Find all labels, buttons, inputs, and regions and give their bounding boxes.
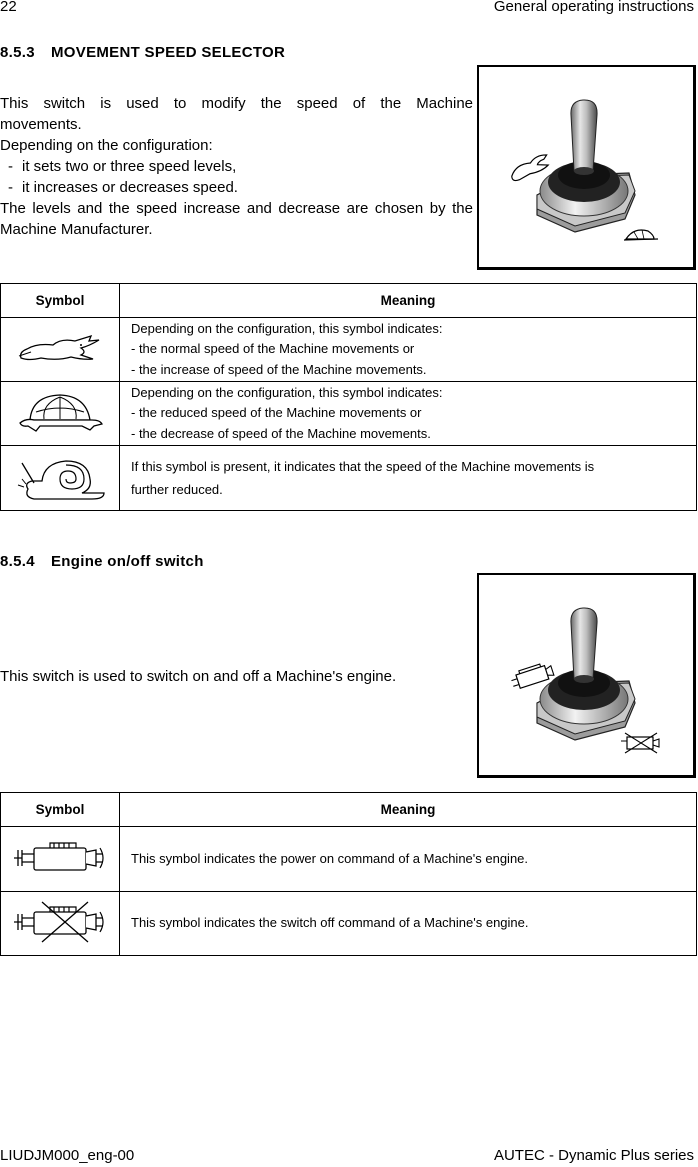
engine-on-icon	[12, 838, 108, 878]
footer-doc-code: LIUDJM000_eng-00	[0, 1147, 135, 1164]
table-row	[1, 446, 697, 511]
meaning-line: Depending on the configuration, this symbol indicates:	[131, 320, 443, 336]
hare-icon	[508, 153, 551, 181]
figure-engine-switch	[477, 573, 696, 778]
figure-speed-selector	[477, 65, 696, 270]
paragraph-engine-purpose: This switch is used to switch on and off a Machine's engine.	[0, 668, 397, 685]
column-header-meaning: Meaning	[120, 284, 697, 318]
column-header-symbol: Symbol	[1, 284, 120, 318]
hare-icon	[15, 332, 105, 364]
meaning-line: - the normal speed of the Machine movements or	[131, 341, 415, 357]
joystick-illustration	[479, 575, 693, 775]
meaning-line: further reduced.	[131, 482, 223, 497]
section-title: MOVEMENT SPEED SELECTOR	[51, 44, 286, 61]
section-body-speed-selector	[0, 93, 473, 240]
meaning-line: Depending on the configuration, this symbol indicates:	[131, 384, 443, 400]
table-row	[1, 318, 697, 382]
engine-off-icon	[621, 733, 659, 753]
symbol-table-speed	[0, 283, 697, 511]
tortoise-icon	[16, 390, 104, 434]
paragraph-config-intro: Depending on the configuration:	[0, 137, 213, 154]
table-row	[1, 827, 697, 892]
meaning-line: If this symbol is present, it indicates that the speed of the Machine movements is	[131, 459, 595, 474]
section-number: 8.5.4	[0, 553, 35, 570]
column-header-symbol: Symbol	[1, 793, 120, 827]
joystick-illustration	[479, 67, 693, 267]
column-header-meaning: Meaning	[120, 793, 697, 827]
section-heading-engine-switch	[0, 553, 204, 570]
symbol-table-engine	[0, 792, 697, 956]
section-title: Engine on/off switch	[51, 553, 204, 570]
engine-off-icon	[12, 898, 108, 946]
page-number: 22	[0, 0, 17, 15]
meaning-line: - the decrease of speed of the Machine movements.	[131, 425, 431, 441]
table-row	[1, 382, 697, 446]
snail-icon	[12, 453, 108, 501]
bullet-item: - it sets two or three speed levels,	[8, 158, 237, 175]
meaning-line: - the reduced speed of the Machine movements or	[131, 405, 422, 421]
section-number: 8.5.3	[0, 44, 35, 61]
bullet-item: - it increases or decreases speed.	[8, 179, 238, 196]
tortoise-icon	[624, 230, 658, 240]
paragraph-purpose: This switch is used to modify the speed of the Machine movements.	[0, 95, 473, 133]
meaning-text: This symbol indicates the switch off command of a Machine's engine.	[120, 892, 697, 956]
meaning-text: This symbol indicates the power on command of a Machine's engine.	[120, 827, 697, 892]
footer-series: AUTEC - Dynamic Plus series	[493, 1147, 694, 1164]
running-header-title: General operating instructions	[493, 0, 694, 15]
paragraph-levels: The levels and the speed increase and decrease are chosen by the Machine Manufacturer.	[0, 200, 473, 238]
section-heading-speed-selector	[0, 44, 285, 61]
meaning-line: - the increase of speed of the Machine movements.	[131, 361, 427, 377]
table-row	[1, 892, 697, 956]
